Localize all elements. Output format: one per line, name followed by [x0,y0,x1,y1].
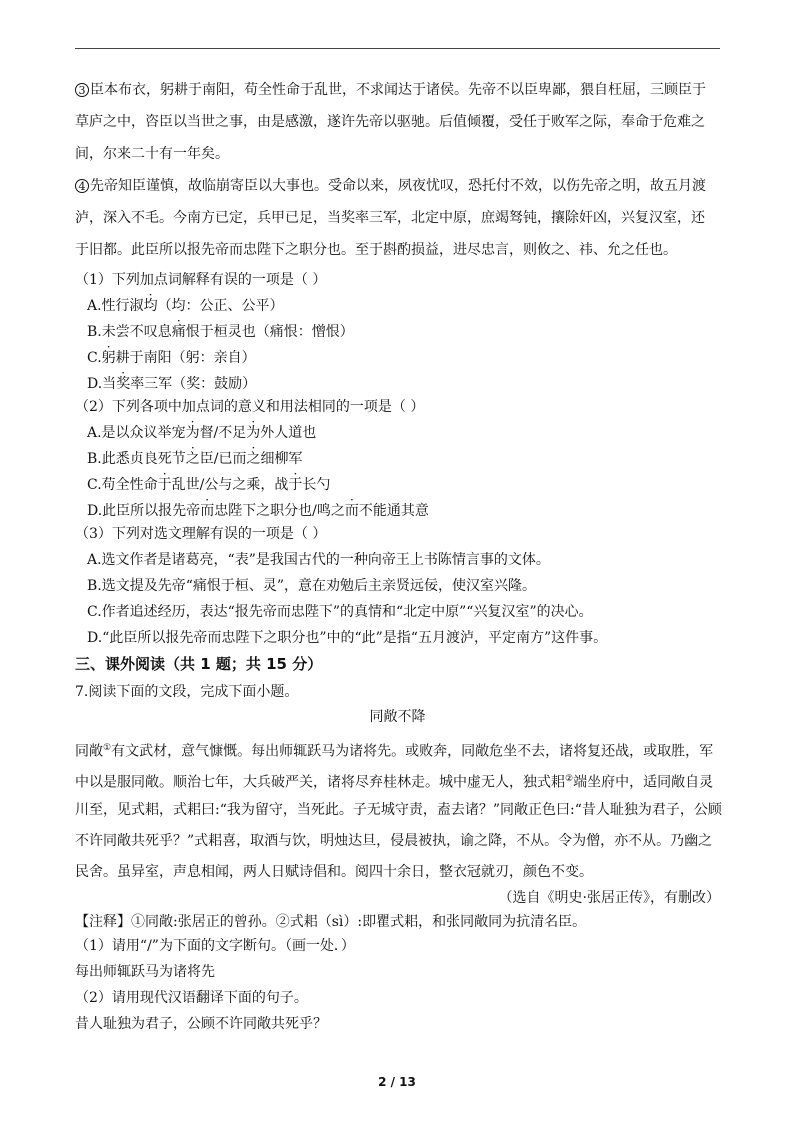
page-number: 2 / 13 [378,1075,416,1089]
para3-line3: 间，尔来二十有一年矣。 [75,146,229,162]
para4-line2: 泸，深入不毛。今南方已定，兵甲已足，当奖率三军，北定中原，庶竭驽钝，攘除奸凶，兴复汉室，还 [75,210,705,226]
q2-option-c: C.苟全性命于乱世/公与之乘，战于长勺 [87,477,331,493]
reading-line4: 不许同敞共死乎？”式耜喜，取酒与饮，明烛达旦，侵晨被执，谕之降，不从。令为僧，亦不从。乃幽之 [75,833,713,849]
q1-stem: （1）下列加点词解释有误的一项是（ ） [75,272,327,288]
reading-note: 【注释】①同敞:张居正的曾孙。②式耜（sì）:即瞿式耜，和张同敞同为抗清名臣。 [75,914,587,930]
reading-line3: 川至，见式耜，式耜曰:“我为留守，当死此。子无城守责，盍去诸？”同敞正色曰:“昔人耻独为君子，公顾 [75,802,722,818]
para-number-4: 4 [75,179,89,193]
para3-line2: 草庐之中，咨臣以当世之事，由是感激，遂许先帝以驱驰。后值倾覆，受任于败军之际，奉命于危难之 [75,114,705,130]
reading-title: 同敞不降 [369,709,426,725]
reading-q1-text: 每出师辄跃马为诸将先 [75,964,215,980]
header-rule [75,48,720,49]
section-heading: 三、课外阅读（共 1 题；共 15 分） [75,655,323,673]
q2-option-b: B.此悉贞良死节之臣/已而之细柳军 [87,451,303,467]
q3-option-c: C.作者追述经历，表达“报先帝而忠陛下”的真情和“北定中原”“兴复汉室”的决心。 [87,604,593,620]
para4-line1: 4 先帝知臣谨慎，故临崩寄臣以大事也。受命以来，夙夜忧叹，恐托付不效，以伤先帝之明，故五月渡 [75,178,706,194]
para4-line3: 于旧都。此臣所以报先帝而忠陛下之职分也。至于斟酌损益，进尽忠言，则攸之、祎、允之任也。 [75,242,677,258]
q3-option-a: A.选文作者是诸葛亮，“表”是我国古代的一种向帝王上书陈情言事的文体。 [87,552,550,568]
q3-option-d: D.“此臣所以报先帝而忠陛下之职分也”中的“此”是指“五月渡泸，平定南方”这件事。 [87,630,608,646]
q1-option-b: B.未尝不叹息痛恨于桓灵也（痛恨：憎恨） [87,324,354,340]
q3-stem: （3）下列对选文理解有误的一项是（ ） [75,526,327,542]
reading-q1-stem: （1）请用“/”为下面的文字断句。（画一处．） [75,938,355,954]
reading-source: （选自《明史·张居正传》，有删改） [498,890,720,906]
q1-option-c: C.躬耕于南阳（躬：亲自） [87,350,256,366]
para-number-3: 3 [75,83,89,97]
reading-q2-text: 昔人耻独为君子，公顾不许同敞共死乎？ [75,1016,327,1032]
reading-line5: 民舍。虽异室，声息相闻，两人日赋诗倡和。阅四十余日，整衣冠就刃，颜色不变。 [75,864,593,880]
q2-option-d: D.此臣所以报先帝而忠陛下之职分也/鸣之而不能通其意 [87,503,429,519]
q3-option-b: B.选文提及先帝“痛恨于桓、灵”，意在劝勉后主亲贤远佞，使汉室兴隆。 [87,578,537,594]
para3-line1: 3 臣本布衣，躬耕于南阳，苟全性命于乱世，不求闻达于诸侯。先帝不以臣卑鄙，猥自枉屈，三顾臣于 [75,82,706,98]
q2-stem: （2）下列各项中加点词的意义和用法相同的一项是（ ） [75,399,425,415]
q1-option-d: D.当奖率三军（奖：鼓励） [87,376,257,392]
reading-line2: 中以是服同敞。顺治七年，大兵破严关，诸将尽弃桂林走。城中虚无人，独式耜②端坐府中，适同敞自灵 [75,774,714,791]
q2-option-a: A.是以众议举宠为督/不足为外人道也 [87,425,317,441]
reading-intro: 7.阅读下面的文段，完成下面小题。 [75,684,299,700]
reading-q2-stem: （2）请用现代汉语翻译下面的句子。 [75,990,308,1006]
reading-line1: 同敞①有文武材，意气慷慨。每出师辄跃马为诸将先。或败奔，同敞危坐不去，诸将复还战，或取胜，军 [75,743,714,760]
q1-option-a: A.性行淑均（均：公正、公平） [87,298,284,314]
